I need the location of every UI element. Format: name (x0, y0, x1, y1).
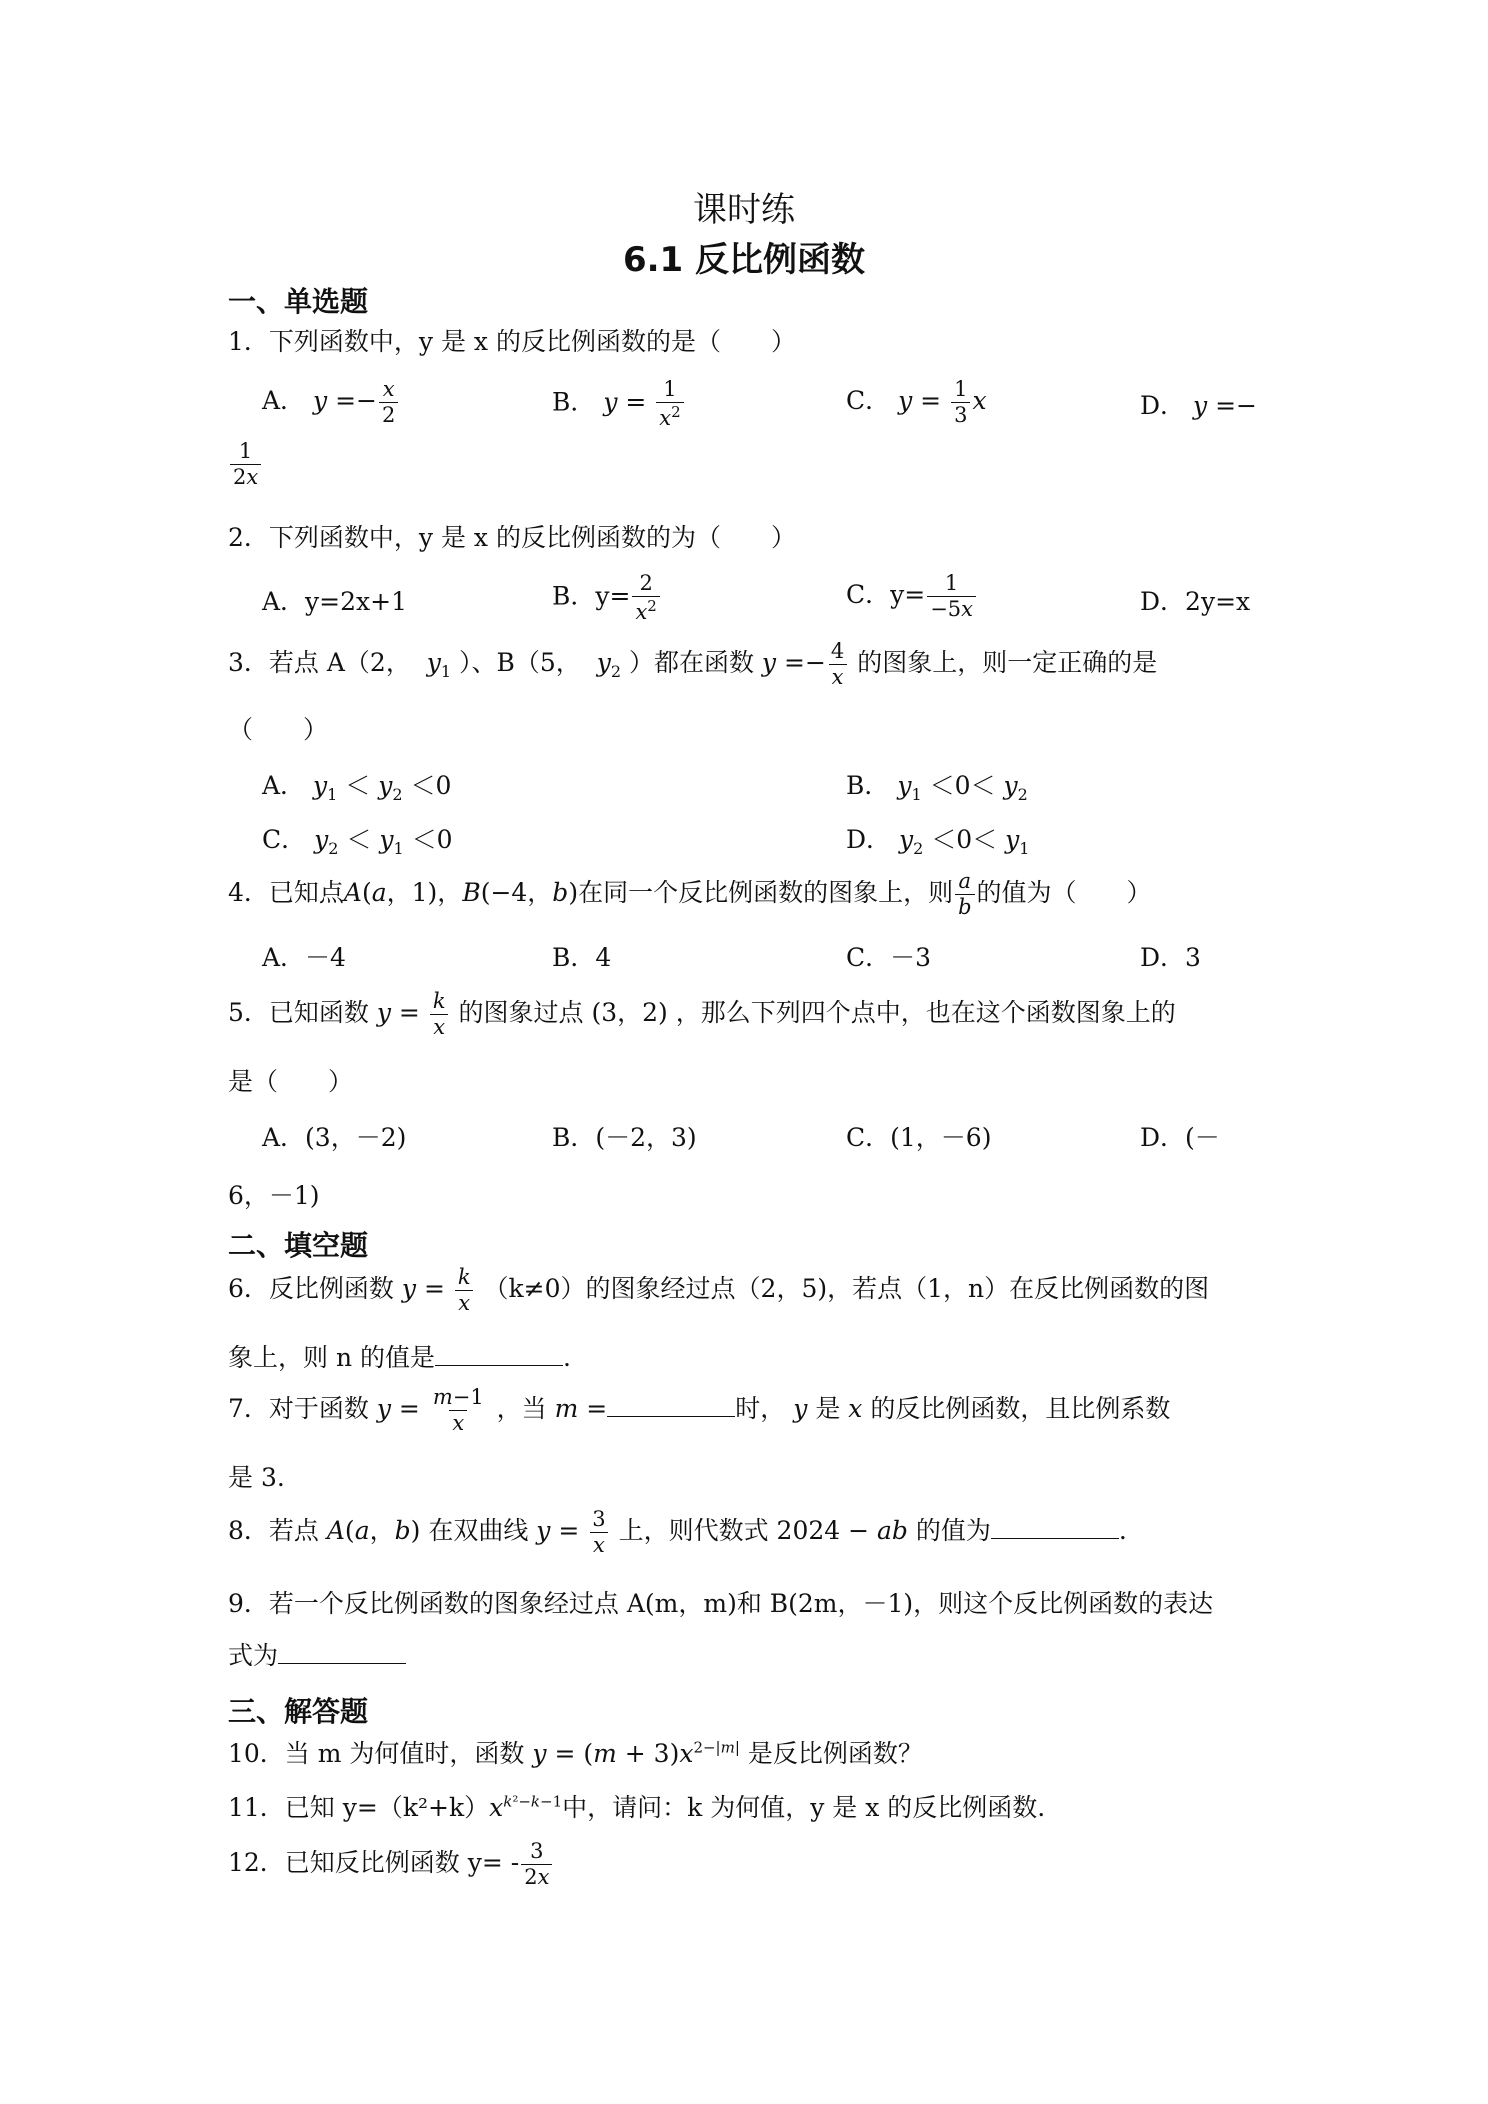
question-5-stem-cont: 是（ ） (228, 1067, 354, 1096)
question-5-option-a: A．(3，－2) (262, 1123, 407, 1152)
question-1-stem: 1．下列函数中，y 是 x 的反比例函数的是（ ） (228, 327, 796, 356)
question-5-option-d: D．(－ (1140, 1123, 1220, 1152)
question-7-stem-cont: 是 3. (228, 1463, 285, 1492)
question-1-option-c: C． y = $\frac{1}{3}$ x (846, 377, 987, 428)
question-1-option-b: B． y = $\frac{1}{x^2}$ (552, 378, 686, 430)
question-1-option-d-fraction: $\frac{1}{2x}$ (228, 440, 263, 489)
question-2-option-d: D．2y=x (1140, 587, 1251, 616)
question-2-stem: 2．下列函数中，y 是 x 的反比例函数的为（ ） (228, 523, 796, 552)
question-3-paren: （ ） (228, 715, 329, 744)
question-3-option-d: D． $y_2 <0< y_1$ (846, 825, 1030, 858)
question-11-stem: 11．已知 $y=(k^2+k)x^{k^2-k-1}$中，请问：k 为何值，y 是 x 的反比例函数. (228, 1792, 1046, 1822)
question-8-stem: 8．若点 A(a，b) 在双曲线 y = $\frac{3}{x}$ 上，则代数式 2024 − ab 的值为 . (228, 1507, 1127, 1558)
question-12-stem: 12．已知反比例函数 y= - $\frac{3}{2x}$ (228, 1840, 554, 1889)
question-1-option-a: A． y =− $\frac{x}{2}$ (262, 378, 400, 427)
answer-blank[interactable] (435, 1343, 563, 1366)
question-10-stem: 10．当 m 为何值时，函数 $y = (m + 3)x^{2-|m|}$ 是反比例函数？ (228, 1738, 923, 1768)
section-heading-solve: 三、解答题 (228, 1695, 369, 1728)
page-subtitle: 6.1 反比例函数 (622, 240, 866, 280)
page-title: 课时练 (693, 190, 795, 230)
question-5-option-b: B．(－2，3) (552, 1123, 697, 1152)
question-7-stem: 7．对于函数 y = $\frac{m-1}{x}$ ，当 m = 时， y 是 x 的反比例函数，且比例系数 (228, 1385, 1171, 1436)
section-heading-fill-in: 二、填空题 (228, 1229, 369, 1262)
question-4-option-b: B．4 (552, 943, 612, 972)
question-3-option-a: A． $y_1 < y_2 <0$ (262, 771, 452, 804)
answer-blank[interactable] (278, 1641, 406, 1664)
question-6-stem: 6．反比例函数 y = $\frac{k}{x}$ （k≠0）的图象经过点（2，5)，若点（1，n）在反比例函数的图 (228, 1265, 1210, 1316)
question-3-option-b: B． $y_1 <0< y_2$ (846, 771, 1028, 804)
question-9-stem: 9．若一个反比例函数的图象经过点 A(m，m)和 B(2m，－1)，则这个反比例函数的表达 (228, 1589, 1214, 1618)
question-3-option-c: C． $y_2 < y_1 <0$ (262, 825, 453, 858)
question-4-option-a: A．－4 (262, 943, 346, 972)
question-5-stem: 5．已知函数 y = $\frac{k}{x}$ 的图象过点 (3，2) ，那么下列四个点中，也在这个函数图象上的 (228, 989, 1176, 1040)
question-3-stem: 3．若点 A（2， $y_1$ ）、B（5， $y_2$ ）都在函数 y =− $\frac{4}{x}$ 的图象上，则一定正确的是 (228, 639, 1158, 690)
question-4-option-c: C．－3 (846, 943, 932, 972)
question-9-stem-cont: 式为 (228, 1636, 406, 1672)
question-6-stem-cont: 象上，则 n 的值是 . (228, 1343, 571, 1372)
answer-blank[interactable] (607, 1394, 735, 1417)
question-1-option-d: D． y =− (1140, 391, 1257, 420)
section-heading-single-choice: 一、单选题 (228, 285, 369, 318)
answer-blank[interactable] (991, 1516, 1119, 1539)
question-2-option-b: B．y= $\frac{2}{x^2}$ (552, 572, 662, 624)
question-4-option-d: D．3 (1140, 943, 1201, 972)
question-2-option-a: A．y=2x+1 (262, 587, 407, 616)
question-2-option-c: C．y= $\frac{1}{-5x}$ (846, 572, 978, 621)
question-5-option-c: C．(1，－6) (846, 1123, 992, 1152)
question-5-option-d-cont: 6，－1) (228, 1181, 320, 1210)
question-4-stem: 4．已知点A(a，1)，B(−4，b)在同一个反比例函数的图象上，则 $\frac{a}{b}$ 的值为（ ） (228, 869, 1152, 920)
